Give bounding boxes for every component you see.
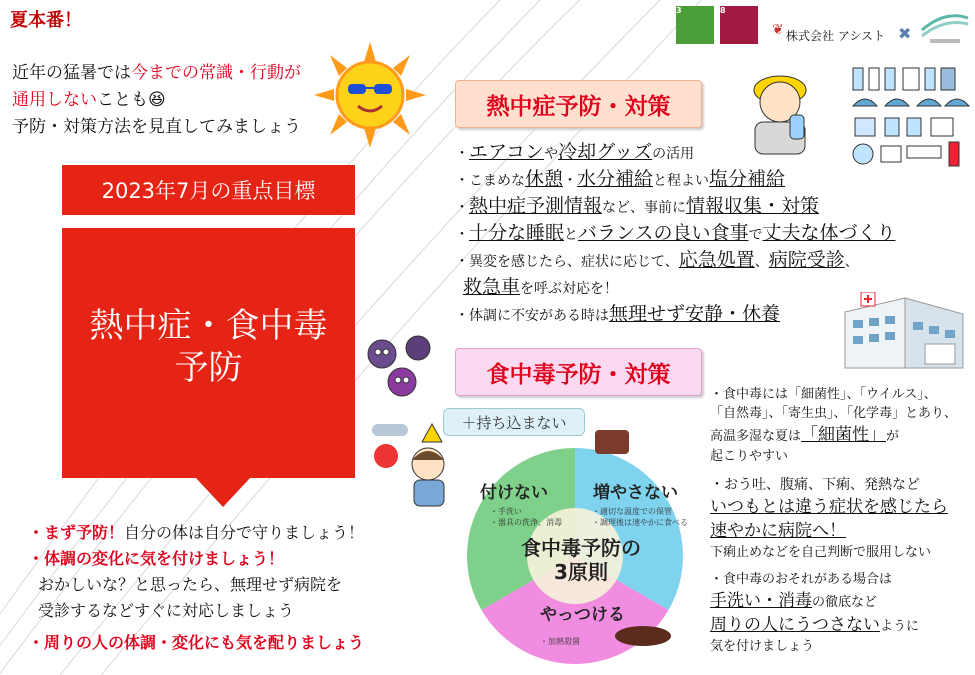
food-list bbox=[710, 385, 975, 656]
food-header: 食中毒予防・対策 bbox=[455, 348, 702, 396]
heat-list bbox=[455, 140, 895, 329]
heat-item-4: ・十分な睡眠とバランスの良い食事で丈夫な体づくり bbox=[455, 222, 896, 244]
heat-item-3: ・熱中症予測情報など、事前に情報収集・対策 bbox=[455, 195, 820, 217]
left-bullet-1: ・まず予防！自分の体は自分で守りましょう！ bbox=[28, 523, 365, 542]
main-title-box-tail bbox=[195, 477, 251, 507]
intro-line2-suffix: ことも bbox=[97, 90, 148, 110]
left-bullets bbox=[28, 520, 364, 656]
food-item-1-line4: 起こりやすい bbox=[710, 449, 789, 464]
pie-note-attach: ・手洗い ・器具の洗浄、消毒 bbox=[490, 507, 562, 527]
food-item-1-line3: 高温多湿な夏は「細菌性」が bbox=[710, 425, 900, 445]
left-bullet-2: ・体調の変化に気を付けましょう！ bbox=[28, 549, 285, 568]
heat-item-5-line2: 救急車を呼ぶ対応を！ bbox=[463, 276, 619, 298]
heat-item-6: ・体調に不安がある時は無理せず安静・休養 bbox=[455, 303, 781, 325]
left-bullet-2-line2: おかしいな？と思ったら、無理せず病院を bbox=[38, 575, 343, 594]
left-bullet-2-line3: 受診するなどすぐに対応しましょう bbox=[38, 601, 295, 620]
intro-line1-red: 今までの常識・行動が bbox=[131, 63, 301, 83]
left-bullet-3: ・周りの人の体調・変化にも気を配りましょう bbox=[28, 633, 365, 652]
smile-icon: 😆 bbox=[148, 90, 166, 110]
pie-label-increase: 増やさない bbox=[593, 483, 678, 503]
food-item-1: ・食中毒には「細菌性」、「ウイルス」、 bbox=[710, 387, 937, 402]
season-label: 夏本番！ bbox=[10, 10, 82, 31]
intro-text bbox=[12, 60, 301, 141]
main-title: 熱中症・食中毒 予防 bbox=[89, 306, 328, 388]
hospital-icon bbox=[835, 292, 970, 370]
health-management-logo-icon bbox=[920, 10, 970, 46]
sun-icon bbox=[310, 40, 430, 150]
food-item-3-line4: 気を付けましょう bbox=[710, 639, 815, 654]
company-leaf-icon: ❦ bbox=[772, 22, 784, 38]
food-item-2-line3: 速やかに病院へ！ bbox=[710, 521, 846, 541]
pie-label-kill: やっつける bbox=[540, 605, 625, 625]
cross-icon: ✖ bbox=[898, 24, 912, 43]
intro-line2-red: 通用しない bbox=[12, 90, 97, 110]
sdg3-icon: 3 bbox=[676, 6, 714, 44]
company-name: 株式会社 アシスト bbox=[786, 29, 885, 43]
food-item-1-line2: 「自然毒」、「寄生虫」、「化学毒」とあり、 bbox=[710, 406, 958, 421]
pie-note-increase: ・適切な温度での保管 ・調理後は速やかに食べる bbox=[592, 507, 688, 527]
food-item-2-line4: 下痢止めなどを自己判断で服用しない bbox=[710, 545, 932, 560]
food-item-3-line3: 周りの人にうつさないように bbox=[710, 615, 920, 635]
goal-banner: 2023年7月の重点目標 bbox=[62, 165, 355, 215]
food-item-2-line2: いつもとは違う症状を感じたら bbox=[710, 497, 948, 517]
food-item-3-line2: 手洗い・消毒の徹底など bbox=[710, 591, 878, 611]
intro-line3: 予防・対策方法を見直してみましょう bbox=[12, 117, 301, 137]
bring-in-pill: ＋持ち込まない bbox=[443, 408, 585, 436]
grilled-food-icon bbox=[615, 626, 671, 646]
pie-center-title: 食中毒予防の 3原則 bbox=[521, 536, 641, 584]
heat-item-5: ・異変を感じたら、症状に応じて、応急処置、病院受診、 bbox=[455, 249, 859, 271]
fridge-food-icon bbox=[595, 430, 629, 454]
pie-note-kill: ・加熱殺菌 bbox=[540, 637, 580, 646]
food-item-3: ・食中毒のおそれがある場合は bbox=[710, 572, 893, 587]
intro-line1-prefix: 近年の猛暑では bbox=[12, 63, 131, 83]
heat-item-1: ・エアコンや冷却グッズの活用 bbox=[455, 141, 695, 163]
pie-label-attach: 付けない bbox=[480, 483, 548, 503]
heat-item-2: ・こまめな休憩・水分補給と程よい塩分補給 bbox=[455, 168, 786, 190]
food-item-2: ・おう吐、腹痛、下痢、発熱など bbox=[710, 477, 920, 493]
heat-header: 熱中症予防・対策 bbox=[455, 80, 702, 128]
germ-icons bbox=[360, 330, 455, 400]
sdg8-icon: 8 bbox=[720, 6, 758, 44]
